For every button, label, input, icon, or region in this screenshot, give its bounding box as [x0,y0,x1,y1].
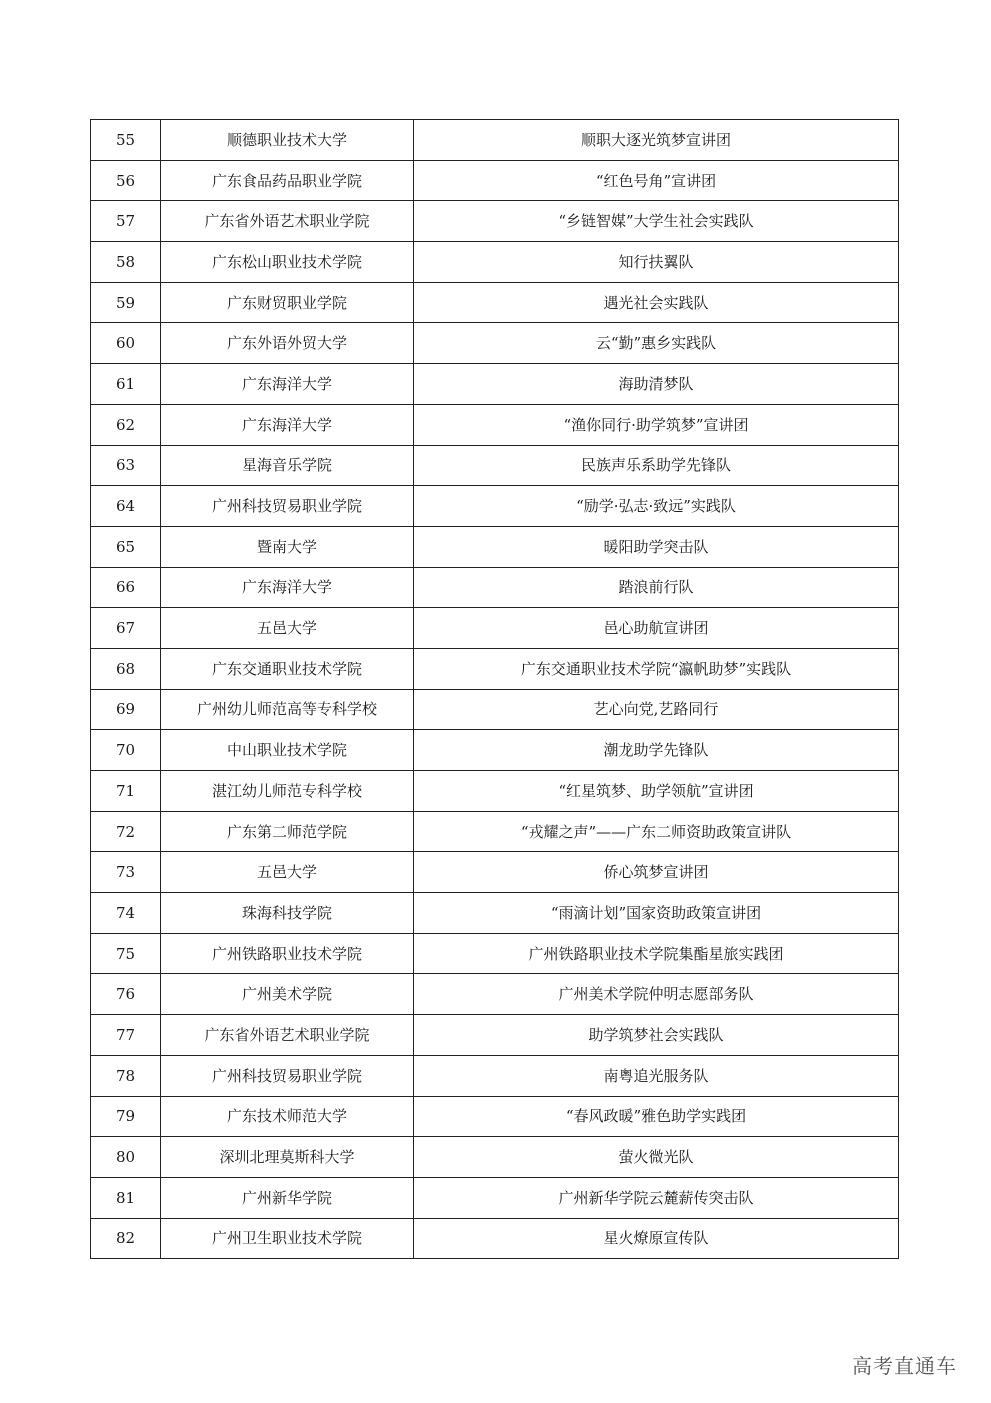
row-number-cell: 65 [91,526,161,567]
table-row [91,1137,899,1178]
row-number-cell: 80 [91,1137,161,1178]
table-row [91,282,899,323]
school-name-cell: 深圳北理莫斯科大学 [161,1137,414,1178]
row-number-cell: 58 [91,242,161,283]
table-row [91,445,899,486]
team-name-cell: “励学·弘志·致远”实践队 [414,486,899,527]
team-name-cell: 踏浪前行队 [414,567,899,608]
team-name-cell: “渔你同行·助学筑梦”宣讲团 [414,404,899,445]
team-name-cell: 广州美术学院仲明志愿部务队 [414,974,899,1015]
team-name-cell: 海助清梦队 [414,364,899,405]
row-number-cell: 66 [91,567,161,608]
row-number-cell: 77 [91,1015,161,1056]
table-row [91,771,899,812]
team-name-cell: 广东交通职业技术学院“瀛帆助梦”实践队 [414,648,899,689]
school-name-cell: 广东外语外贸大学 [161,323,414,364]
team-name-cell: 知行扶翼队 [414,242,899,283]
school-name-cell: 广州幼儿师范高等专科学校 [161,689,414,730]
school-name-cell: 广东省外语艺术职业学院 [161,201,414,242]
team-name-cell: 邑心助航宣讲团 [414,608,899,649]
team-name-cell: “戎耀之声”——广东二师资助政策宣讲队 [414,811,899,852]
team-name-cell: “红色号角”宣讲团 [414,160,899,201]
team-name-cell: 助学筑梦社会实践队 [414,1015,899,1056]
table-row [91,689,899,730]
row-number-cell: 61 [91,364,161,405]
school-name-cell: 湛江幼儿师范专科学校 [161,771,414,812]
row-number-cell: 75 [91,933,161,974]
table-row [91,852,899,893]
row-number-cell: 62 [91,404,161,445]
team-name-cell: 潮龙助学先锋队 [414,730,899,771]
school-name-cell: 五邑大学 [161,852,414,893]
row-number-cell: 70 [91,730,161,771]
team-name-cell: 民族声乐系助学先锋队 [414,445,899,486]
row-number-cell: 78 [91,1055,161,1096]
school-name-cell: 中山职业技术学院 [161,730,414,771]
team-name-cell: 艺心向党,艺路同行 [414,689,899,730]
table-row [91,1177,899,1218]
teams-table [90,119,899,1259]
team-name-cell: “乡链智媒”大学生社会实践队 [414,201,899,242]
row-number-cell: 76 [91,974,161,1015]
team-name-cell: “雨滴计划”国家资助政策宣讲团 [414,893,899,934]
table-row [91,1055,899,1096]
school-name-cell: 广州科技贸易职业学院 [161,486,414,527]
school-name-cell: 广州卫生职业技术学院 [161,1218,414,1259]
school-name-cell: 广州美术学院 [161,974,414,1015]
table-row [91,526,899,567]
table-row [91,1218,899,1259]
school-name-cell: 星海音乐学院 [161,445,414,486]
school-name-cell: 广东松山职业技术学院 [161,242,414,283]
watermark-text: 高考直通车 [852,1354,957,1378]
table-row [91,811,899,852]
table-row [91,608,899,649]
school-name-cell: 广州铁路职业技术学院 [161,933,414,974]
school-name-cell: 五邑大学 [161,608,414,649]
table-row [91,933,899,974]
teams-table-body [91,120,899,1259]
row-number-cell: 64 [91,486,161,527]
row-number-cell: 55 [91,120,161,161]
row-number-cell: 67 [91,608,161,649]
team-name-cell: 侨心筑梦宣讲团 [414,852,899,893]
table-row [91,1096,899,1137]
row-number-cell: 72 [91,811,161,852]
table-row [91,160,899,201]
table-row [91,1015,899,1056]
school-name-cell: 广东海洋大学 [161,567,414,608]
school-name-cell: 广州新华学院 [161,1177,414,1218]
school-name-cell: 广东海洋大学 [161,404,414,445]
table-row [91,404,899,445]
row-number-cell: 63 [91,445,161,486]
row-number-cell: 82 [91,1218,161,1259]
team-name-cell: 顺职大逐光筑梦宣讲团 [414,120,899,161]
school-name-cell: 广东第二师范学院 [161,811,414,852]
table-row [91,323,899,364]
team-name-cell: 广州新华学院云麓薪传突击队 [414,1177,899,1218]
team-name-cell: “春风政暖”雅色助学实践团 [414,1096,899,1137]
row-number-cell: 57 [91,201,161,242]
school-name-cell: 暨南大学 [161,526,414,567]
school-name-cell: 顺德职业技术大学 [161,120,414,161]
school-name-cell: 广东交通职业技术学院 [161,648,414,689]
team-name-cell: 暖阳助学突击队 [414,526,899,567]
school-name-cell: 广东食品药品职业学院 [161,160,414,201]
team-name-cell: 广州铁路职业技术学院集酯星旅实践团 [414,933,899,974]
row-number-cell: 71 [91,771,161,812]
table-row [91,201,899,242]
table-row [91,120,899,161]
table-row [91,242,899,283]
row-number-cell: 60 [91,323,161,364]
team-name-cell: 云“勤”惠乡实践队 [414,323,899,364]
row-number-cell: 59 [91,282,161,323]
table-row [91,567,899,608]
school-name-cell: 广东海洋大学 [161,364,414,405]
row-number-cell: 79 [91,1096,161,1137]
team-name-cell: 南粤追光服务队 [414,1055,899,1096]
table-row [91,730,899,771]
table-row [91,486,899,527]
team-name-cell: 萤火微光队 [414,1137,899,1178]
row-number-cell: 56 [91,160,161,201]
row-number-cell: 68 [91,648,161,689]
table-row [91,974,899,1015]
school-name-cell: 广东财贸职业学院 [161,282,414,323]
school-name-cell: 广东技术师范大学 [161,1096,414,1137]
row-number-cell: 81 [91,1177,161,1218]
team-name-cell: 星火燎原宣传队 [414,1218,899,1259]
school-name-cell: 广州科技贸易职业学院 [161,1055,414,1096]
table-row [91,648,899,689]
team-name-cell: 遇光社会实践队 [414,282,899,323]
row-number-cell: 74 [91,893,161,934]
row-number-cell: 73 [91,852,161,893]
row-number-cell: 69 [91,689,161,730]
school-name-cell: 广东省外语艺术职业学院 [161,1015,414,1056]
school-name-cell: 珠海科技学院 [161,893,414,934]
table-row [91,893,899,934]
table-row [91,364,899,405]
team-name-cell: “红星筑梦、助学领航”宣讲团 [414,771,899,812]
